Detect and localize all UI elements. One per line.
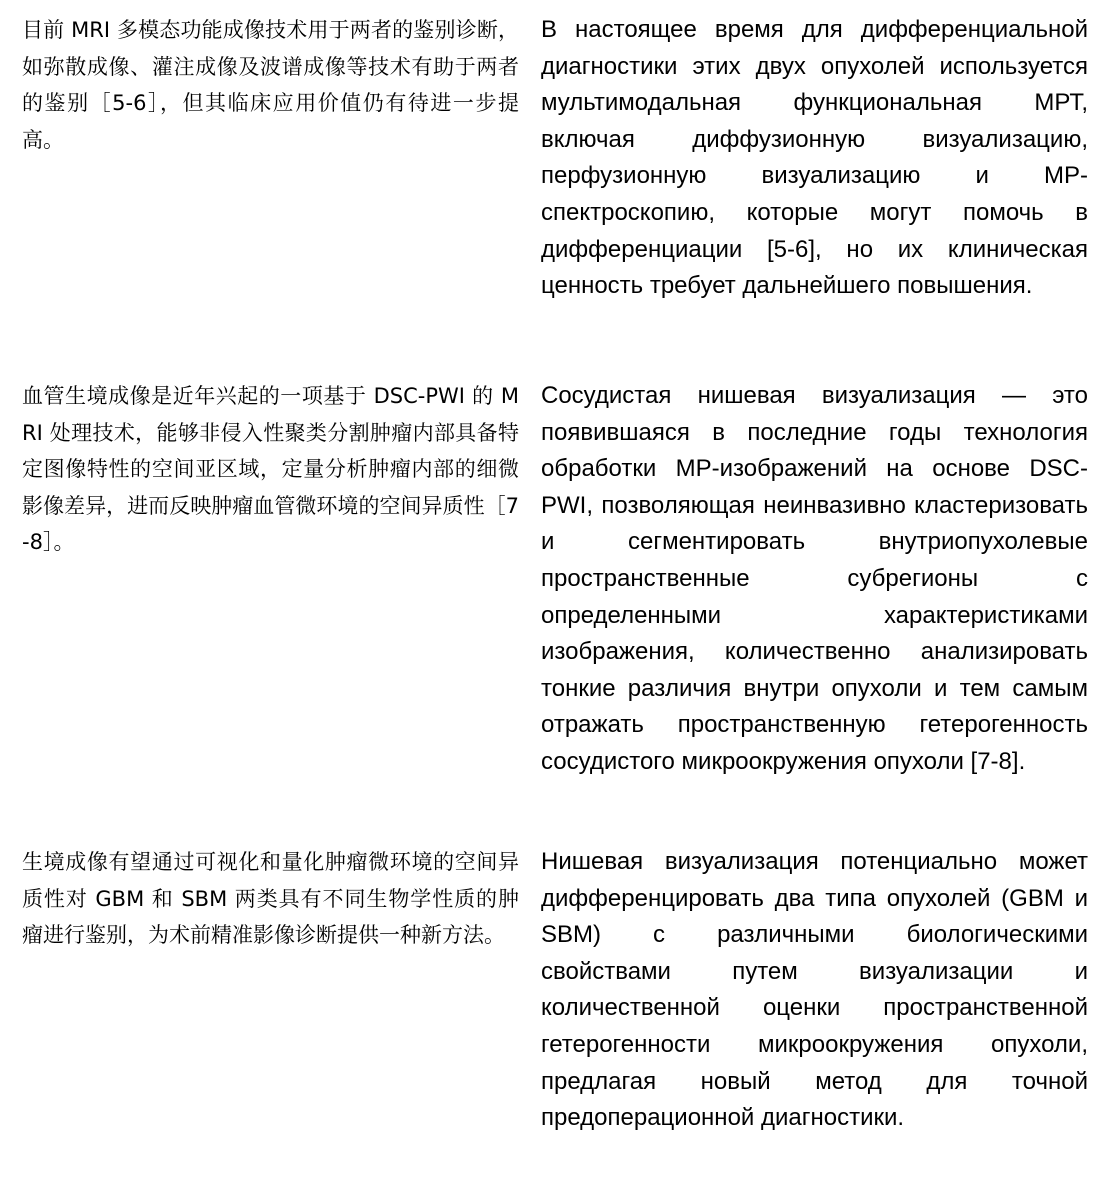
russian-paragraph: В настоящее время для дифференциальной диагностики этих двух опухолей используется мультимодальная функциональная МРТ, включая диффузионную визуализацию, перфузионную визуализацию и МР-спектроскопию, которые могут помочь в дифференциации [5-6], но их клиническая ценность требует дальнейшего повышения.	[541, 16, 1088, 300]
russian-paragraph: Нишевая визуализация потенциально может дифференцировать два типа опухолей (GBM и SBM) с различными биологическими свойствами путем визуализации и количественной оценки пространственной гетерогенности микроокружения опухоли, предлагая новый метод для точной предоперационной диагностики.	[541, 848, 1088, 1132]
text-row	[22, 844, 1090, 1174]
text-row	[22, 12, 1090, 378]
chinese-paragraph: 目前 MRI 多模态功能成像技术用于两者的鉴别诊断，如弥散成像、灌注成像及波谱成像等技术有助于两者的鉴别［5-6］，但其临床应用价值仍有待进一步提高。	[22, 18, 519, 152]
chinese-paragraph: 血管生境成像是近年兴起的一项基于 DSC-PWI 的 MRI 处理技术，能够非侵入性聚类分割肿瘤内部具备特定图像特性的空间亚区域，定量分析肿瘤内部的细微影像差异，进而反映肿瘤血管微环境的空间异质性［7-8］。	[22, 384, 519, 555]
chinese-paragraph: 生境成像有望通过可视化和量化肿瘤微环境的空间异质性对 GBM 和 SBM 两类具有不同生物学性质的肿瘤进行鉴别，为术前精准影像诊断提供一种新方法。	[22, 850, 519, 948]
bilingual-text-table	[22, 12, 1090, 1174]
russian-paragraph: Сосудистая нишевая визуализация — это появившаяся в последние годы технология обработки МР-изображений на основе DSC-PWI, позволяющая неинвазивно кластеризовать и сегментировать внутриопухолевые пространственные субрегионы с определенными характеристиками изображения, количественно анализировать тонкие различия внутри опухоли и тем самым отражать пространственную гетерогенность сосудистого микроокружения опухоли [7-8].	[541, 382, 1088, 775]
text-row	[22, 378, 1090, 844]
